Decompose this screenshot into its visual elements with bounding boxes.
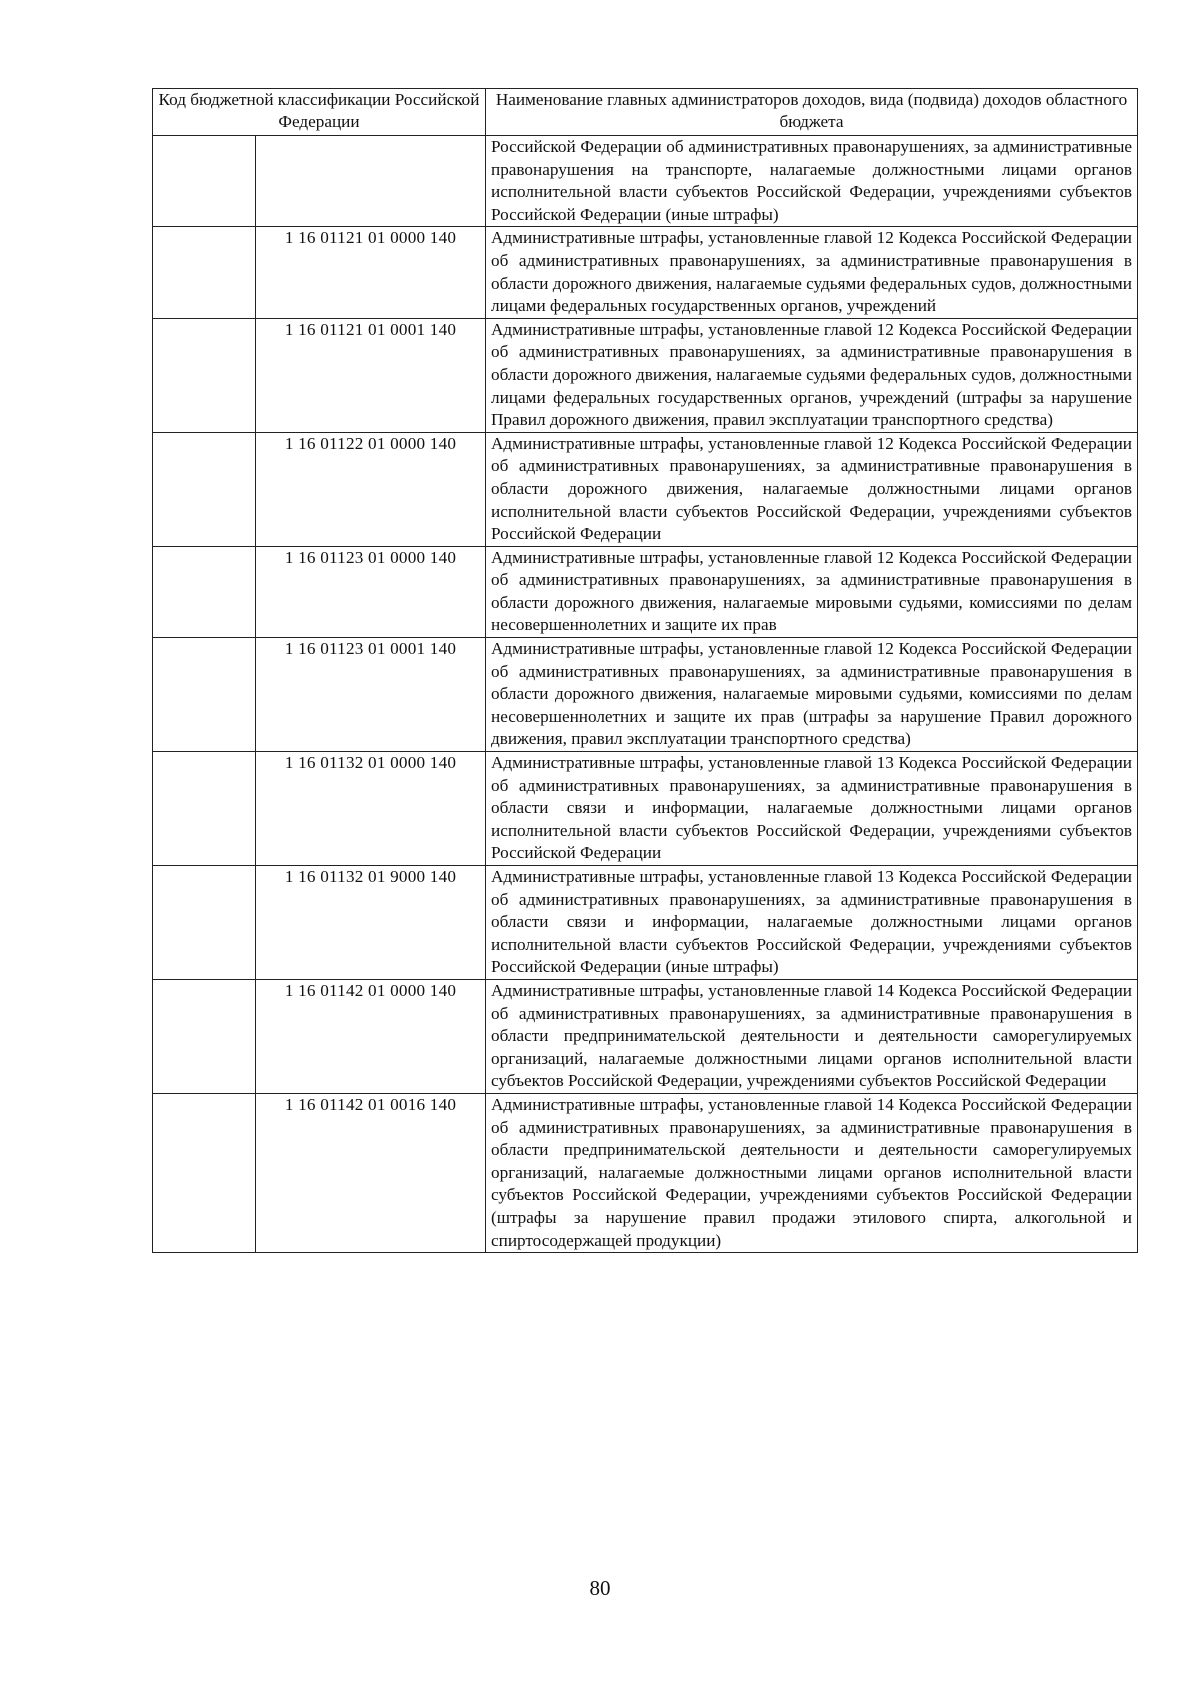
budget-code-cell: 1 16 01142 01 0016 140 bbox=[256, 1093, 486, 1252]
revenue-name-cell: Административные штрафы, установленные главой 12 Кодекса Российской Федерации об административных правонарушениях, за административные правонарушения в области дорожного движения, налагаемые должностными лицами органов исполнительной власти субъектов Российской Федерации, учреждениями субъектов Российской Федерации bbox=[486, 432, 1138, 546]
budget-code-cell: 1 16 01123 01 0001 140 bbox=[256, 638, 486, 752]
budget-code-cell: 1 16 01132 01 0000 140 bbox=[256, 752, 486, 866]
admin-code-cell bbox=[153, 866, 256, 980]
budget-code-cell: 1 16 01121 01 0000 140 bbox=[256, 227, 486, 318]
table-row bbox=[153, 638, 1138, 752]
table-row bbox=[153, 318, 1138, 432]
revenue-name-cell: Административные штрафы, установленные главой 13 Кодекса Российской Федерации об административных правонарушениях, за административные правонарушения в области связи и информации, налагаемые должностными лицами органов исполнительной власти субъектов Российской Федерации, учреждениями субъектов Российской Федерации (иные штрафы) bbox=[486, 866, 1138, 980]
table-header-row bbox=[153, 89, 1138, 136]
admin-code-cell bbox=[153, 432, 256, 546]
admin-code-cell bbox=[153, 1093, 256, 1252]
table-row bbox=[153, 432, 1138, 546]
header-revenue-name: Наименование главных администраторов доходов, вида (подвида) доходов областного бюджета bbox=[486, 89, 1138, 136]
admin-code-cell bbox=[153, 979, 256, 1093]
budget-code-cell: 1 16 01121 01 0001 140 bbox=[256, 318, 486, 432]
admin-code-cell bbox=[153, 318, 256, 432]
budget-code-cell: 1 16 01142 01 0000 140 bbox=[256, 979, 486, 1093]
table-row bbox=[153, 227, 1138, 318]
admin-code-cell bbox=[153, 136, 256, 227]
revenue-name-cell: Административные штрафы, установленные главой 13 Кодекса Российской Федерации об административных правонарушениях, за административные правонарушения в области связи и информации, налагаемые должностными лицами органов исполнительной власти субъектов Российской Федерации, учреждениями субъектов Российской Федерации bbox=[486, 752, 1138, 866]
table-row bbox=[153, 979, 1138, 1093]
budget-code-cell: 1 16 01122 01 0000 140 bbox=[256, 432, 486, 546]
table-row bbox=[153, 752, 1138, 866]
page-number: 80 bbox=[589, 1576, 611, 1600]
budget-code-cell bbox=[256, 136, 486, 227]
admin-code-cell bbox=[153, 752, 256, 866]
admin-code-cell bbox=[153, 546, 256, 637]
table-row bbox=[153, 136, 1138, 227]
table-row bbox=[153, 866, 1138, 980]
revenue-name-cell: Административные штрафы, установленные главой 12 Кодекса Российской Федерации об административных правонарушениях, за административные правонарушения в области дорожного движения, налагаемые мировыми судьями, комиссиями по делам несовершеннолетних и защите их прав (штрафы за нарушение Правил дорожного движения, правил эксплуатации транспортного средства) bbox=[486, 638, 1138, 752]
revenue-name-cell: Административные штрафы, установленные главой 12 Кодекса Российской Федерации об административных правонарушениях, за административные правонарушения в области дорожного движения, налагаемые мировыми судьями, комиссиями по делам несовершеннолетних и защите их прав bbox=[486, 546, 1138, 637]
budget-code-cell: 1 16 01123 01 0000 140 bbox=[256, 546, 486, 637]
revenue-classification-table bbox=[152, 88, 1138, 1253]
revenue-name-cell: Административные штрафы, установленные главой 14 Кодекса Российской Федерации об административных правонарушениях, за административные правонарушения в области предпринимательской деятельности и деятельности саморегулируемых организаций, налагаемые должностными лицами органов исполнительной власти субъектов Российской Федерации, учреждениями субъектов Российской Федерации bbox=[486, 979, 1138, 1093]
table-row bbox=[153, 546, 1138, 637]
admin-code-cell bbox=[153, 227, 256, 318]
revenue-name-cell: Российской Федерации об административных правонарушениях, за административные правонарушения на транспорте, налагаемые должностными лицами органов исполнительной власти субъектов Российской Федерации, учреждениями субъектов Российской Федерации (иные штрафы) bbox=[486, 136, 1138, 227]
revenue-name-cell: Административные штрафы, установленные главой 12 Кодекса Российской Федерации об административных правонарушениях, за административные правонарушения в области дорожного движения, налагаемые судьями федеральных судов, должностными лицами федеральных государственных органов, учреждений bbox=[486, 227, 1138, 318]
revenue-name-cell: Административные штрафы, установленные главой 14 Кодекса Российской Федерации об административных правонарушениях, за административные правонарушения в области предпринимательской деятельности и деятельности саморегулируемых организаций, налагаемые должностными лицами органов исполнительной власти субъектов Российской Федерации, учреждениями субъектов Российской Федерации (штрафы за нарушение правил продажи этилового спирта, алкогольной и спиртосодержащей продукции) bbox=[486, 1093, 1138, 1252]
header-budget-code: Код бюджетной классификации Российской Федерации bbox=[153, 89, 486, 136]
revenue-name-cell: Административные штрафы, установленные главой 12 Кодекса Российской Федерации об административных правонарушениях, за административные правонарушения в области дорожного движения, налагаемые судьями федеральных судов, должностными лицами федеральных государственных органов, учреждений (штрафы за нарушение Правил дорожного движения, правил эксплуатации транспортного средства) bbox=[486, 318, 1138, 432]
budget-code-cell: 1 16 01132 01 9000 140 bbox=[256, 866, 486, 980]
table-row bbox=[153, 1093, 1138, 1252]
admin-code-cell bbox=[153, 638, 256, 752]
